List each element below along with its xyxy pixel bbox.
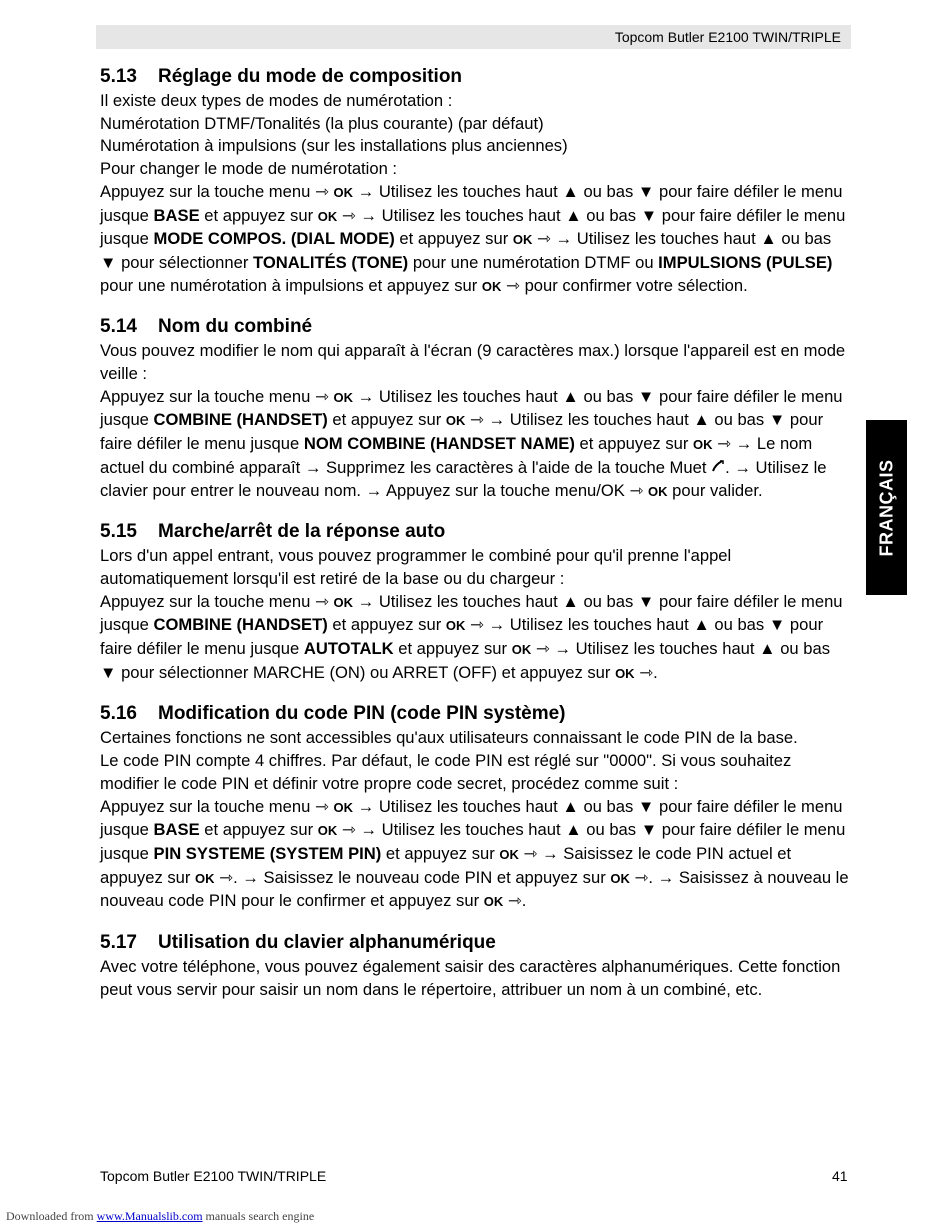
down-arrow-icon: ▼	[640, 205, 658, 225]
section-5-13	[100, 64, 850, 298]
menu-key-icon: ⇾	[314, 181, 329, 201]
paragraph: Certaines fonctions ne sont accessibles qu'aux utilisateurs connaissant le code PIN de la base.	[100, 728, 798, 748]
menu-key-icon: ⇾	[219, 867, 234, 887]
header-title: Topcom Butler E2100 TWIN/TRIPLE	[614, 29, 841, 45]
ok-key-icon: OK	[648, 483, 668, 499]
ok-key-icon: OK	[333, 184, 353, 200]
language-tab	[866, 420, 907, 595]
section-heading: 5.14 Nom du combiné	[100, 316, 313, 338]
arrow-icon: →	[734, 457, 751, 477]
page-header	[96, 25, 851, 49]
arrow-icon: →	[555, 229, 573, 249]
instruction-paragraph: Appuyez sur la touche menu ⇾ OK → Utilisez les touches haut ▲ ou bas ▼ pour faire défiler le menu jusque COMBINE (HANDSET) et appuyez sur OK ⇾ → Utilisez les touches haut ▲ ou bas ▼ pour faire défiler le menu jusque AUTOTALK et appuyez sur OK ⇾ → Utilisez les touches haut ▲ ou bas ▼ pour sélectionner MARCHE (ON) ou ARRET (OFF) et appuyez sur OK ⇾.	[100, 591, 843, 682]
ok-key-icon: OK	[317, 823, 338, 839]
ok-key-icon: OK	[693, 437, 713, 453]
section-5-15	[100, 519, 850, 685]
manualslib-link[interactable]: www.Manualslib.com	[96, 1209, 203, 1223]
ok-key-icon: OK	[333, 799, 353, 815]
menu-key-icon: ⇾	[314, 591, 329, 611]
instruction-paragraph: Appuyez sur la touche menu ⇾ OK → Utilisez les touches haut ▲ ou bas ▼ pour faire défiler le menu jusque BASE et appuyez sur OK ⇾ → Utilisez les touches haut ▲ ou bas ▼ pour faire défiler le menu jusque MODE COMPOS. (DIAL MODE) et appuyez sur OK ⇾ → Utilisez les touches haut ▲ ou bas ▼ pour sélectionner TONALITÉS (TONE) pour une numérotation DTMF ou IMPULSIONS (PULSE) pour une numérotation à impulsions et appuyez sur OK ⇾ pour confirmer votre sélection.	[100, 181, 846, 295]
ok-key-icon: OK	[499, 846, 519, 862]
arrow-icon: →	[304, 457, 322, 477]
paragraph: Lors d'un appel entrant, vous pouvez programmer le combiné pour qu'il prenne l'appel automatiquement lorsqu'il est retiré de la base ou du chargeur :	[100, 546, 732, 588]
download-notice: Downloaded from www.Manualslib.com manuals search engine	[6, 1209, 315, 1223]
menu-key-icon: ⇾	[314, 796, 329, 816]
menu-key-icon: ⇾	[639, 662, 654, 682]
section-5-17	[100, 930, 850, 1001]
menu-key-icon: ⇾	[629, 480, 644, 500]
ok-key-icon: OK	[512, 232, 533, 248]
section-5-14	[100, 314, 850, 503]
instruction-paragraph: Appuyez sur la touche menu ⇾ OK → Utilisez les touches haut ▲ ou bas ▼ pour faire défiler le menu jusque COMBINE (HANDSET) et appuyez sur OK ⇾ → Utilisez les touches haut ▲ ou bas ▼ pour faire défiler le menu jusque NOM COMBINE (HANDSET NAME) et appuyez sur OK ⇾ → Le nom actuel du combiné apparaît → Supprimez les caractères à l'aide de la touche Muet . → Utilisez le clavier pour entrer le nouveau nom. → Appuyez sur la touche menu/OK ⇾ OK pour valider.	[100, 386, 843, 500]
instruction-paragraph: Appuyez sur la touche menu ⇾ OK → Utilisez les touches haut ▲ ou bas ▼ pour faire défiler le menu jusque BASE et appuyez sur OK ⇾ → Utilisez les touches haut ▲ ou bas ▼ pour faire défiler le menu jusque PIN SYSTEME (SYSTEM PIN) et appuyez sur OK ⇾ → Saisissez le code PIN actuel et appuyez sur OK ⇾. → Saisissez le nouveau code PIN et appuyez sur OK ⇾. → Saisissez à nouveau le nouveau code PIN pour le confirmer et appuyez sur OK ⇾.	[100, 796, 849, 911]
page-number: 41	[832, 1168, 848, 1184]
section-heading: 5.17 Utilisation du clavier alphanumérique	[100, 932, 496, 954]
section-heading: 5.15 Marche/arrêt de la réponse auto	[100, 521, 446, 543]
ok-key-icon: OK	[610, 870, 630, 886]
arrow-icon: →	[365, 480, 383, 500]
ok-key-icon: OK	[445, 618, 466, 634]
up-arrow-icon: ▲	[565, 820, 582, 840]
paragraph: Pour changer le mode de numérotation :	[100, 159, 398, 179]
arrow-icon: →	[360, 205, 377, 225]
arrow-icon: →	[542, 843, 559, 863]
up-arrow-icon: ▲	[562, 591, 579, 611]
up-arrow-icon: ▲	[759, 639, 776, 659]
menu-key-icon: ⇾	[314, 386, 329, 406]
arrow-icon: →	[357, 591, 375, 611]
paragraph: Le code PIN compte 4 chiffres. Par défaut, le code PIN est réglé sur "0000". Si vous souhaitez modifier le code PIN et définir votre propre code secret, procédez comme suit :	[100, 751, 792, 793]
menu-key-icon: ⇾	[523, 843, 538, 863]
paragraph: Vous pouvez modifier le nom qui apparaît à l'écran (9 caractères max.) lorsque l'appareil est en mode veille :	[100, 341, 846, 384]
up-arrow-icon: ▲	[693, 615, 710, 635]
up-arrow-icon: ▲	[562, 181, 579, 201]
ok-key-icon: OK	[511, 642, 532, 658]
section-heading: 5.16 Modification du code PIN (code PIN système)	[100, 703, 566, 725]
down-arrow-icon: ▼	[768, 410, 786, 430]
down-arrow-icon: ▼	[100, 252, 117, 272]
arrow-icon: →	[657, 867, 675, 887]
arrow-icon: →	[360, 820, 377, 840]
arrow-icon: →	[488, 410, 506, 430]
down-arrow-icon: ▼	[100, 662, 117, 682]
mute-key-icon	[711, 458, 725, 477]
ok-key-icon: OK	[445, 413, 466, 429]
arrow-icon: →	[554, 639, 571, 659]
menu-key-icon: ⇾	[537, 229, 551, 249]
paragraph: Numérotation à impulsions (sur les installations plus anciennes)	[100, 136, 568, 156]
arrow-icon: →	[357, 796, 375, 816]
ok-key-icon: OK	[333, 389, 353, 405]
paragraph: Avec votre téléphone, vous pouvez également saisir des caractères alphanumériques. Cette fonction peut vous servir pour saisir un nom dans le répertoire, attribuer un nom à un combiné, etc.	[100, 957, 841, 999]
menu-key-icon: ⇾	[507, 891, 522, 911]
menu-key-icon: ⇾	[341, 820, 356, 840]
paragraph: Il existe deux types de modes de numérotation :	[100, 91, 453, 110]
section-5-16	[100, 701, 850, 914]
up-arrow-icon: ▲	[562, 796, 579, 816]
ok-key-icon: OK	[481, 278, 502, 294]
up-arrow-icon: ▲	[760, 229, 777, 249]
menu-key-icon: ⇾	[341, 205, 356, 225]
up-arrow-icon: ▲	[562, 386, 579, 406]
arrow-icon: →	[488, 615, 506, 635]
menu-key-icon: ⇾	[535, 639, 550, 659]
menu-key-icon: ⇾	[634, 867, 649, 887]
menu-key-icon: ⇾	[470, 410, 484, 430]
arrow-icon: →	[242, 867, 259, 887]
up-arrow-icon: ▲	[693, 410, 710, 430]
ok-key-icon: OK	[333, 594, 353, 610]
down-arrow-icon: ▼	[640, 820, 658, 840]
footer-title: Topcom Butler E2100 TWIN/TRIPLE	[100, 1168, 327, 1184]
paragraph: Numérotation DTMF/Tonalités (la plus courante) (par défaut)	[100, 113, 544, 133]
arrow-icon: →	[357, 181, 375, 201]
arrow-icon: →	[735, 434, 753, 454]
down-arrow-icon: ▼	[768, 615, 786, 635]
down-arrow-icon: ▼	[637, 386, 655, 406]
ok-key-icon: OK	[483, 894, 504, 910]
section-heading: 5.13 Réglage du mode de composition	[100, 66, 463, 87]
up-arrow-icon: ▲	[565, 205, 582, 225]
page-content	[100, 64, 850, 1018]
down-arrow-icon: ▼	[637, 591, 655, 611]
down-arrow-icon: ▼	[637, 796, 655, 816]
arrow-icon: →	[357, 386, 375, 406]
down-arrow-icon: ▼	[637, 181, 655, 201]
menu-key-icon: ⇾	[717, 434, 732, 454]
menu-key-icon: ⇾	[506, 275, 520, 295]
ok-key-icon: OK	[195, 870, 215, 886]
ok-key-icon: OK	[615, 665, 635, 681]
ok-key-icon: OK	[317, 208, 338, 224]
menu-key-icon: ⇾	[470, 615, 484, 635]
language-tab-label: FRANÇAIS	[876, 459, 896, 556]
